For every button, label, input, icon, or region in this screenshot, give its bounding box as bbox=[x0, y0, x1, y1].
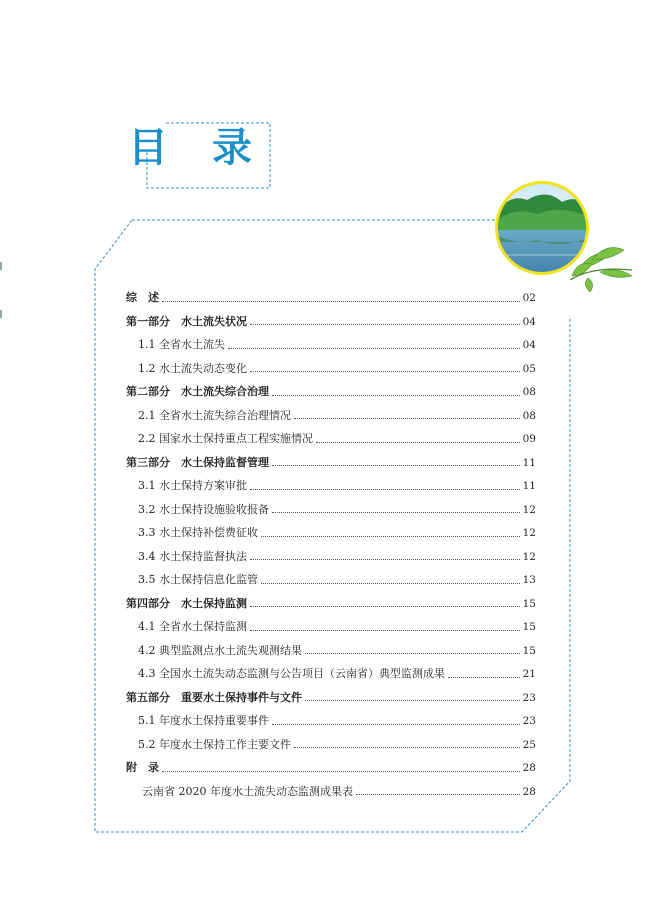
toc-entry-label: 3.1 水土保持方案审批 bbox=[138, 479, 247, 492]
dot-leader bbox=[356, 794, 520, 795]
dot-leader bbox=[250, 606, 520, 607]
dot-leader bbox=[294, 418, 520, 419]
toc-entry-label: 1.2 水土流失动态变化 bbox=[138, 361, 247, 375]
toc-entry[interactable] bbox=[126, 595, 536, 613]
toc-entry-page: 12 bbox=[522, 527, 536, 539]
toc-entry-page: 15 bbox=[522, 597, 536, 610]
toc-entry-label: 第三部分 水土保持监督管理 bbox=[126, 455, 269, 469]
dot-leader bbox=[316, 442, 520, 443]
dot-leader bbox=[250, 489, 520, 490]
toc-entry-page: 15 bbox=[522, 621, 536, 633]
toc-entry-page: 23 bbox=[522, 691, 536, 704]
dot-leader bbox=[272, 395, 520, 396]
dot-leader bbox=[272, 512, 520, 513]
toc-entry-label: 4.3 全国水土流失动态监测与公告项目（云南省）典型监测成果 bbox=[138, 667, 445, 680]
toc-entry-label: 3.2 水土保持设施验收报备 bbox=[138, 502, 269, 516]
toc-entry-label: 3.5 水土保持信息化监管 bbox=[138, 573, 258, 586]
toc-entry-page: 08 bbox=[522, 386, 536, 398]
dot-leader bbox=[305, 653, 520, 654]
toc-entry-page: 04 bbox=[522, 315, 536, 328]
toc-entry-page: 02 bbox=[522, 292, 536, 304]
title-char-lu: 录 bbox=[212, 124, 252, 171]
toc-entry-page: 21 bbox=[522, 668, 536, 680]
toc-entry-page: 23 bbox=[522, 715, 536, 727]
toc-entry-label: 4.1 全省水土保持监测 bbox=[138, 620, 247, 633]
toc-entry[interactable] bbox=[126, 548, 536, 566]
dot-leader bbox=[261, 536, 520, 537]
toc-entry[interactable] bbox=[126, 571, 536, 589]
toc-entry-label: 2.1 全省水土流失综合治理情况 bbox=[138, 408, 291, 422]
toc-entry-label: 第四部分 水土保持监测 bbox=[126, 596, 247, 610]
toc-entry-label: 1.1 全省水土流失 bbox=[138, 338, 225, 351]
title-char-mu: 目 bbox=[128, 124, 168, 171]
toc-entry-label: 综 述 bbox=[126, 291, 159, 304]
toc-entry-page: 15 bbox=[522, 644, 536, 657]
toc-entry-label: 云南省 2020 年度水土流失动态监测成果表 bbox=[142, 784, 353, 798]
toc-entry-label: 4.2 典型监测点水土流失观测结果 bbox=[138, 643, 302, 657]
toc-entry-page: 05 bbox=[522, 362, 536, 375]
dot-leader bbox=[162, 771, 520, 772]
toc-entry-page: 12 bbox=[522, 550, 536, 563]
toc-entry-page: 12 bbox=[522, 503, 536, 516]
toc-entry[interactable] bbox=[126, 712, 536, 730]
edge-mark bbox=[0, 262, 4, 322]
toc-entry-label: 3.4 水土保持监督执法 bbox=[138, 549, 247, 563]
dot-leader bbox=[272, 724, 520, 725]
toc-entry[interactable] bbox=[126, 477, 536, 495]
dot-leader bbox=[250, 630, 520, 631]
dot-leader bbox=[228, 348, 520, 349]
toc-entry-label: 2.2 国家水土保持重点工程实施情况 bbox=[138, 432, 313, 445]
toc-entry[interactable] bbox=[126, 313, 536, 331]
toc-entry[interactable] bbox=[126, 383, 536, 401]
toc-entry-page: 28 bbox=[522, 785, 536, 798]
toc-entry[interactable] bbox=[126, 736, 536, 754]
toc-entry-page: 11 bbox=[522, 480, 536, 492]
toc-entry[interactable] bbox=[126, 618, 536, 636]
toc-entry[interactable] bbox=[126, 642, 536, 660]
toc-entry-label: 附 录 bbox=[126, 761, 159, 774]
toc-entry[interactable] bbox=[126, 430, 536, 448]
toc-entry[interactable] bbox=[126, 783, 536, 801]
toc-entry-page: 25 bbox=[522, 738, 536, 751]
toc-entry-page: 04 bbox=[522, 339, 536, 351]
toc-entry-label: 第一部分 水土流失状况 bbox=[126, 314, 247, 328]
toc-entry[interactable] bbox=[126, 407, 536, 425]
dot-leader bbox=[250, 559, 520, 560]
toc-entry-page: 28 bbox=[522, 762, 536, 774]
toc-entry[interactable] bbox=[126, 759, 536, 777]
dot-leader bbox=[272, 465, 520, 466]
toc-entry[interactable] bbox=[126, 689, 536, 707]
toc-entry-page: 09 bbox=[522, 433, 536, 445]
dot-leader bbox=[162, 301, 520, 302]
toc-entry-label: 第二部分 水土流失综合治理 bbox=[126, 385, 269, 398]
dot-leader bbox=[261, 583, 520, 584]
toc-entry[interactable] bbox=[126, 524, 536, 542]
landscape-photo-decoration bbox=[492, 180, 637, 292]
toc-entry-label: 5.2 年度水土保持工作主要文件 bbox=[138, 737, 291, 751]
toc-entry-label: 第五部分 重要水土保持事件与文件 bbox=[126, 690, 302, 704]
toc-entry[interactable] bbox=[126, 454, 536, 472]
toc-entry[interactable] bbox=[126, 336, 536, 354]
toc-entry[interactable] bbox=[126, 360, 536, 378]
toc-entry-page: 13 bbox=[522, 574, 536, 586]
toc-entry-label: 5.1 年度水土保持重要事件 bbox=[138, 714, 269, 727]
toc-entry-page: 11 bbox=[522, 456, 536, 469]
dot-leader bbox=[305, 700, 520, 701]
toc-entry[interactable] bbox=[126, 501, 536, 519]
toc-entry[interactable] bbox=[126, 665, 536, 683]
toc-entry-label: 3.3 水土保持补偿费征收 bbox=[138, 526, 258, 539]
dot-leader bbox=[250, 324, 520, 325]
dot-leader bbox=[294, 747, 520, 748]
dot-leader bbox=[250, 371, 520, 372]
toc-entry-page: 08 bbox=[522, 409, 536, 422]
dot-leader bbox=[448, 677, 520, 678]
toc-entry[interactable] bbox=[126, 289, 536, 307]
